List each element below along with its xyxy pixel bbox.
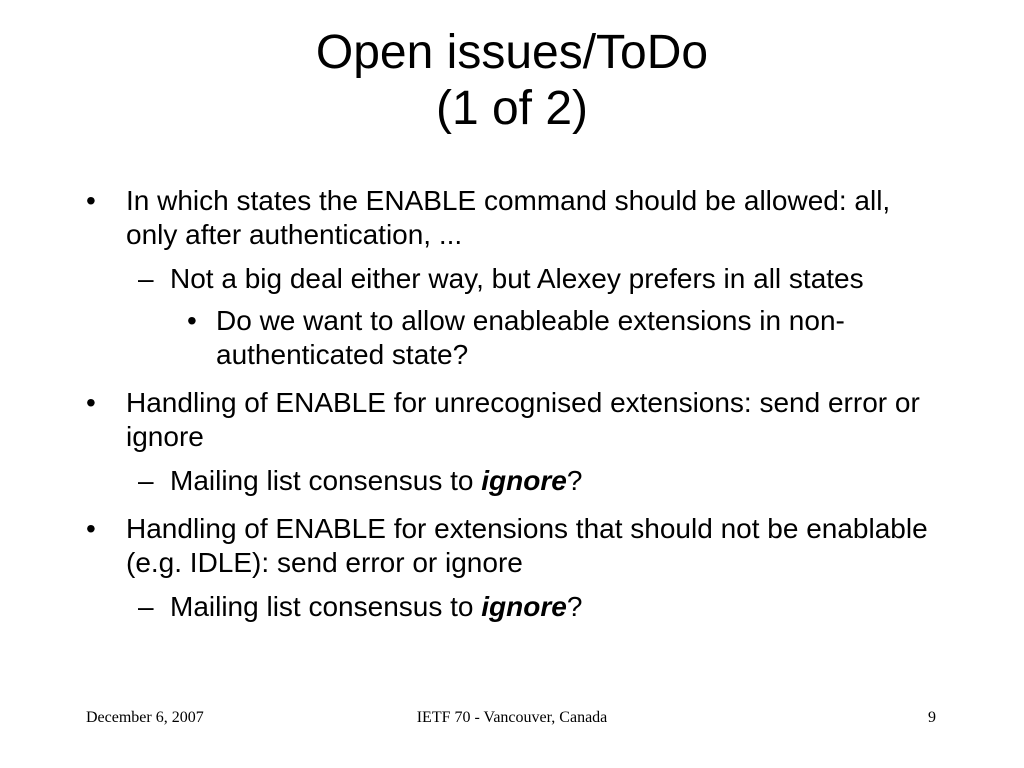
- bullet-marker: •: [86, 513, 96, 544]
- footer-page-number: 9: [928, 709, 936, 726]
- dash-marker: –: [138, 591, 154, 622]
- sub-sub-bullet-text: Do we want to allow enableable extensions in non-authenticated state?: [216, 305, 845, 370]
- bullet-marker: •: [86, 387, 96, 418]
- bullet-marker: •: [86, 185, 96, 216]
- slide-title-line-1: Open issues/ToDo: [315, 26, 709, 79]
- sub-sub-bullet-non-authenticated: [86, 304, 946, 372]
- dash-marker: –: [138, 263, 154, 294]
- consensus-prefix: Mailing list consensus to: [170, 591, 482, 622]
- consensus-suffix: ?: [566, 591, 583, 622]
- sub-bullet-consensus-ignore: [86, 590, 946, 624]
- bullet-non-enablable-extensions: [86, 512, 946, 580]
- bullet-text: In which states the ENABLE command should be allowed: all, only after authentication, ...: [126, 185, 891, 250]
- slide-title: [0, 25, 1024, 137]
- consensus-emphasis: ignore: [481, 465, 567, 496]
- bullet-text: Handling of ENABLE for unrecognised extensions: send error or ignore: [126, 387, 920, 452]
- bullet-unrecognised-extensions: [86, 386, 946, 454]
- bullet-marker: •: [187, 305, 197, 336]
- dash-marker: –: [138, 465, 154, 496]
- footer-event: IETF 70 - Vancouver, Canada: [416, 709, 608, 726]
- sub-bullet-consensus-ignore: [86, 464, 946, 498]
- consensus-prefix: Mailing list consensus to: [170, 465, 482, 496]
- bullet-text: Handling of ENABLE for extensions that should not be enablable (e.g. IDLE): send error or ignore: [126, 513, 928, 578]
- sub-bullet-alexey-preference: [86, 262, 946, 296]
- sub-bullet-text: Not a big deal either way, but Alexey prefers in all states: [170, 263, 864, 294]
- slide-title-line-2: (1 of 2): [435, 82, 589, 135]
- consensus-emphasis: ignore: [481, 591, 567, 622]
- slide-body: [86, 184, 946, 632]
- consensus-suffix: ?: [566, 465, 583, 496]
- bullet-enable-states: [86, 184, 946, 252]
- footer-date: December 6, 2007: [86, 709, 204, 726]
